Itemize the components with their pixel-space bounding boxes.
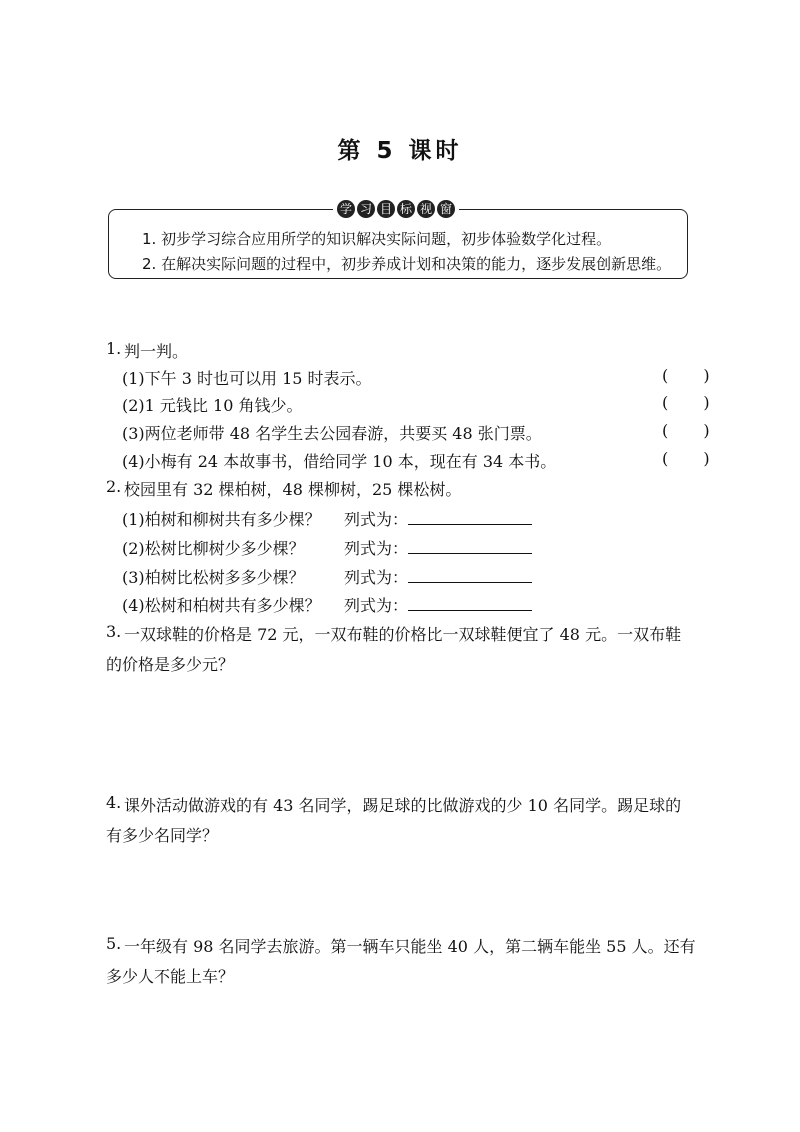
- question-text: 一双球鞋的价格是 72 元，一双布鞋的价格比一双球鞋便宜了 48 元。一双布鞋: [124, 625, 682, 644]
- formula-label: 列式为：: [344, 596, 409, 615]
- question-text: 的价格是多少元？: [106, 655, 235, 674]
- badge-char: 窗: [437, 200, 455, 218]
- formula-label: 列式为：: [344, 568, 409, 587]
- badge-char: 目: [377, 200, 395, 218]
- judge-item: (3)两位老师带 48 名学生去公园春游，共要买 48 张门票。: [122, 424, 542, 443]
- sub-question: (1)柏树和柳树共有多少棵？: [122, 510, 321, 529]
- question-text: 一年级有 98 名同学去旅游。第一辆车只能坐 40 人，第二辆车能坐 55 人。还有: [124, 937, 696, 956]
- badge-char: 视: [417, 200, 435, 218]
- question-text: 校园里有 32 棵柏树，48 棵柳树，25 棵松树。: [124, 480, 462, 499]
- answer-paren[interactable]: ( ): [662, 393, 710, 412]
- judge-item: (1)下午 3 时也可以用 15 时表示。: [122, 369, 372, 388]
- formula-field[interactable]: [344, 593, 532, 616]
- answer-paren[interactable]: ( ): [662, 449, 710, 468]
- question-number: 2.: [106, 477, 122, 496]
- answer-blank[interactable]: [408, 510, 532, 525]
- formula-field[interactable]: [344, 565, 532, 588]
- goal-item: 1. 初步学习综合应用所学的知识解决实际问题，初步体验数学化过程。: [142, 230, 612, 248]
- formula-field[interactable]: [344, 507, 532, 530]
- answer-blank[interactable]: [408, 539, 532, 554]
- question-text: 课外活动做游戏的有 43 名同学，踢足球的比做游戏的少 10 名同学。踢足球的: [124, 796, 682, 815]
- formula-label: 列式为：: [344, 510, 409, 529]
- question-text: 多少人不能上车？: [106, 967, 235, 986]
- answer-blank[interactable]: [408, 596, 532, 611]
- judge-item: (4)小梅有 24 本故事书，借给同学 10 本，现在有 34 本书。: [122, 452, 557, 471]
- badge-char: 学: [337, 200, 355, 218]
- formula-label: 列式为：: [344, 539, 409, 558]
- goal-item: 2. 在解决实际问题的过程中，初步养成计划和决策的能力，逐步发展创新思维。: [142, 255, 672, 273]
- question-text: 判一判。: [124, 342, 189, 361]
- judge-item: (2)1 元钱比 10 角钱少。: [122, 396, 303, 415]
- formula-field[interactable]: [344, 536, 532, 559]
- question-text: 有多少名同学？: [106, 826, 219, 845]
- page-title: 第 5 课时: [337, 138, 463, 164]
- learning-goals-badge: [333, 200, 459, 220]
- answer-blank[interactable]: [408, 568, 532, 583]
- sub-question: (3)柏树比松树多多少棵？: [122, 568, 305, 587]
- answer-paren[interactable]: ( ): [662, 421, 710, 440]
- badge-char: 习: [357, 200, 375, 218]
- question-number: 5.: [106, 934, 122, 953]
- badge-char: 标: [397, 200, 415, 218]
- question-number: 3.: [106, 622, 122, 641]
- sub-question: (2)松树比柳树少多少棵？: [122, 539, 305, 558]
- answer-paren[interactable]: ( ): [662, 366, 710, 385]
- question-number: 1.: [106, 339, 122, 358]
- question-number: 4.: [106, 793, 122, 812]
- sub-question: (4)松树和柏树共有多少棵？: [122, 596, 321, 615]
